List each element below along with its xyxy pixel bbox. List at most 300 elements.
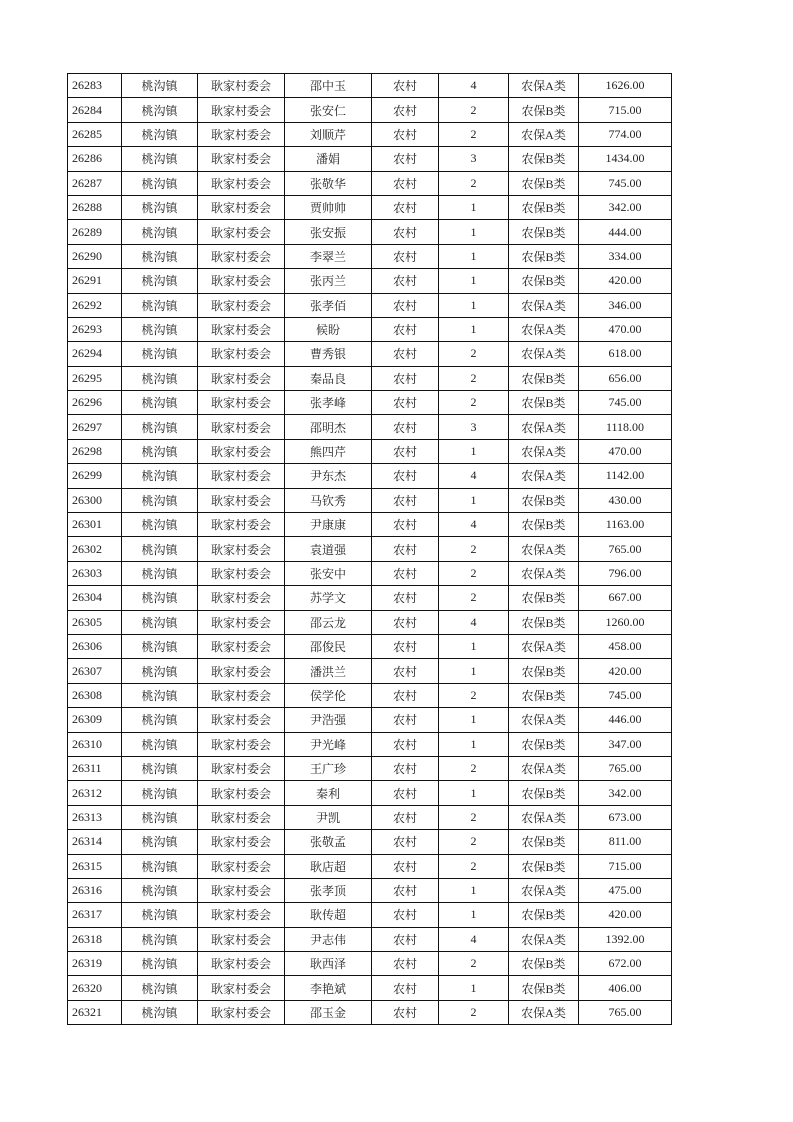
household-count-cell: 1 bbox=[439, 244, 509, 268]
record-id-cell: 26297 bbox=[68, 415, 122, 439]
table-row bbox=[68, 708, 672, 732]
table-row bbox=[68, 756, 672, 780]
table-row bbox=[68, 561, 672, 585]
person-name-cell: 秦利 bbox=[285, 781, 372, 805]
area-type-cell: 农村 bbox=[372, 391, 439, 415]
household-count-cell: 2 bbox=[439, 366, 509, 390]
record-id-cell: 26303 bbox=[68, 561, 122, 585]
area-type-cell: 农村 bbox=[372, 98, 439, 122]
household-count-cell: 2 bbox=[439, 342, 509, 366]
table-row bbox=[68, 781, 672, 805]
insurance-category-cell: 农保A类 bbox=[509, 756, 579, 780]
village-committee-cell: 耿家村委会 bbox=[198, 756, 285, 780]
record-id-cell: 26308 bbox=[68, 683, 122, 707]
area-type-cell: 农村 bbox=[372, 317, 439, 341]
area-type-cell: 农村 bbox=[372, 244, 439, 268]
area-type-cell: 农村 bbox=[372, 488, 439, 512]
table-body bbox=[68, 74, 672, 1025]
village-committee-cell: 耿家村委会 bbox=[198, 610, 285, 634]
record-id-cell: 26301 bbox=[68, 513, 122, 537]
person-name-cell: 尹浩强 bbox=[285, 708, 372, 732]
record-id-cell: 26300 bbox=[68, 488, 122, 512]
village-committee-cell: 耿家村委会 bbox=[198, 586, 285, 610]
amount-cell: 618.00 bbox=[579, 342, 672, 366]
village-committee-cell: 耿家村委会 bbox=[198, 122, 285, 146]
table-row bbox=[68, 74, 672, 98]
area-type-cell: 农村 bbox=[372, 269, 439, 293]
household-count-cell: 1 bbox=[439, 781, 509, 805]
village-committee-cell: 耿家村委会 bbox=[198, 805, 285, 829]
record-id-cell: 26319 bbox=[68, 952, 122, 976]
town-cell: 桃沟镇 bbox=[122, 659, 198, 683]
insurance-category-cell: 农保B类 bbox=[509, 513, 579, 537]
table-row bbox=[68, 513, 672, 537]
table-row bbox=[68, 488, 672, 512]
village-committee-cell: 耿家村委会 bbox=[198, 488, 285, 512]
person-name-cell: 王广珍 bbox=[285, 756, 372, 780]
area-type-cell: 农村 bbox=[372, 513, 439, 537]
town-cell: 桃沟镇 bbox=[122, 732, 198, 756]
record-id-cell: 26305 bbox=[68, 610, 122, 634]
table-row bbox=[68, 1000, 672, 1024]
insurance-category-cell: 农保A类 bbox=[509, 805, 579, 829]
record-id-cell: 26283 bbox=[68, 74, 122, 98]
person-name-cell: 耿西泽 bbox=[285, 952, 372, 976]
insurance-category-cell: 农保B类 bbox=[509, 391, 579, 415]
amount-cell: 1118.00 bbox=[579, 415, 672, 439]
person-name-cell: 刘顺芹 bbox=[285, 122, 372, 146]
area-type-cell: 农村 bbox=[372, 342, 439, 366]
amount-cell: 765.00 bbox=[579, 756, 672, 780]
town-cell: 桃沟镇 bbox=[122, 439, 198, 463]
household-count-cell: 2 bbox=[439, 391, 509, 415]
insurance-category-cell: 农保B类 bbox=[509, 171, 579, 195]
record-id-cell: 26314 bbox=[68, 830, 122, 854]
area-type-cell: 农村 bbox=[372, 756, 439, 780]
area-type-cell: 农村 bbox=[372, 634, 439, 658]
person-name-cell: 熊四芹 bbox=[285, 439, 372, 463]
village-committee-cell: 耿家村委会 bbox=[198, 74, 285, 98]
household-count-cell: 2 bbox=[439, 122, 509, 146]
insurance-category-cell: 农保A类 bbox=[509, 439, 579, 463]
person-name-cell: 耿传超 bbox=[285, 903, 372, 927]
village-committee-cell: 耿家村委会 bbox=[198, 342, 285, 366]
amount-cell: 446.00 bbox=[579, 708, 672, 732]
person-name-cell: 尹康康 bbox=[285, 513, 372, 537]
village-committee-cell: 耿家村委会 bbox=[198, 659, 285, 683]
area-type-cell: 农村 bbox=[372, 732, 439, 756]
table-row bbox=[68, 952, 672, 976]
record-id-cell: 26318 bbox=[68, 927, 122, 951]
person-name-cell: 李艳斌 bbox=[285, 976, 372, 1000]
village-committee-cell: 耿家村委会 bbox=[198, 195, 285, 219]
area-type-cell: 农村 bbox=[372, 293, 439, 317]
person-name-cell: 候盼 bbox=[285, 317, 372, 341]
town-cell: 桃沟镇 bbox=[122, 1000, 198, 1024]
town-cell: 桃沟镇 bbox=[122, 98, 198, 122]
town-cell: 桃沟镇 bbox=[122, 952, 198, 976]
insurance-category-cell: 农保B类 bbox=[509, 976, 579, 1000]
town-cell: 桃沟镇 bbox=[122, 830, 198, 854]
insurance-category-cell: 农保A类 bbox=[509, 342, 579, 366]
area-type-cell: 农村 bbox=[372, 439, 439, 463]
table-row bbox=[68, 634, 672, 658]
insurance-category-cell: 农保B类 bbox=[509, 244, 579, 268]
record-id-cell: 26290 bbox=[68, 244, 122, 268]
town-cell: 桃沟镇 bbox=[122, 342, 198, 366]
area-type-cell: 农村 bbox=[372, 586, 439, 610]
person-name-cell: 秦品良 bbox=[285, 366, 372, 390]
table-row bbox=[68, 244, 672, 268]
insurance-category-cell: 农保B类 bbox=[509, 147, 579, 171]
record-id-cell: 26315 bbox=[68, 854, 122, 878]
town-cell: 桃沟镇 bbox=[122, 488, 198, 512]
insurance-category-cell: 农保B类 bbox=[509, 366, 579, 390]
record-id-cell: 26286 bbox=[68, 147, 122, 171]
town-cell: 桃沟镇 bbox=[122, 756, 198, 780]
amount-cell: 420.00 bbox=[579, 659, 672, 683]
village-committee-cell: 耿家村委会 bbox=[198, 415, 285, 439]
amount-cell: 796.00 bbox=[579, 561, 672, 585]
town-cell: 桃沟镇 bbox=[122, 854, 198, 878]
insurance-category-cell: 农保B类 bbox=[509, 659, 579, 683]
insurance-category-cell: 农保A类 bbox=[509, 878, 579, 902]
table-row bbox=[68, 122, 672, 146]
record-id-cell: 26309 bbox=[68, 708, 122, 732]
table-row bbox=[68, 659, 672, 683]
record-id-cell: 26299 bbox=[68, 464, 122, 488]
insurance-category-cell: 农保B类 bbox=[509, 781, 579, 805]
area-type-cell: 农村 bbox=[372, 561, 439, 585]
village-committee-cell: 耿家村委会 bbox=[198, 903, 285, 927]
area-type-cell: 农村 bbox=[372, 708, 439, 732]
table-row bbox=[68, 366, 672, 390]
area-type-cell: 农村 bbox=[372, 122, 439, 146]
record-id-cell: 26296 bbox=[68, 391, 122, 415]
record-id-cell: 26304 bbox=[68, 586, 122, 610]
household-count-cell: 2 bbox=[439, 805, 509, 829]
town-cell: 桃沟镇 bbox=[122, 513, 198, 537]
amount-cell: 342.00 bbox=[579, 781, 672, 805]
area-type-cell: 农村 bbox=[372, 976, 439, 1000]
area-type-cell: 农村 bbox=[372, 147, 439, 171]
household-count-cell: 1 bbox=[439, 903, 509, 927]
insurance-category-cell: 农保B类 bbox=[509, 610, 579, 634]
record-id-cell: 26298 bbox=[68, 439, 122, 463]
village-committee-cell: 耿家村委会 bbox=[198, 317, 285, 341]
amount-cell: 765.00 bbox=[579, 1000, 672, 1024]
town-cell: 桃沟镇 bbox=[122, 171, 198, 195]
area-type-cell: 农村 bbox=[372, 854, 439, 878]
town-cell: 桃沟镇 bbox=[122, 708, 198, 732]
town-cell: 桃沟镇 bbox=[122, 147, 198, 171]
amount-cell: 470.00 bbox=[579, 317, 672, 341]
record-id-cell: 26294 bbox=[68, 342, 122, 366]
record-id-cell: 26313 bbox=[68, 805, 122, 829]
area-type-cell: 农村 bbox=[372, 781, 439, 805]
town-cell: 桃沟镇 bbox=[122, 610, 198, 634]
insurance-category-cell: 农保A类 bbox=[509, 1000, 579, 1024]
table-row bbox=[68, 976, 672, 1000]
record-id-cell: 26321 bbox=[68, 1000, 122, 1024]
insurance-category-cell: 农保A类 bbox=[509, 74, 579, 98]
person-name-cell: 张安仁 bbox=[285, 98, 372, 122]
record-id-cell: 26295 bbox=[68, 366, 122, 390]
town-cell: 桃沟镇 bbox=[122, 269, 198, 293]
amount-cell: 672.00 bbox=[579, 952, 672, 976]
household-count-cell: 1 bbox=[439, 293, 509, 317]
area-type-cell: 农村 bbox=[372, 537, 439, 561]
household-count-cell: 3 bbox=[439, 147, 509, 171]
amount-cell: 745.00 bbox=[579, 171, 672, 195]
amount-cell: 1142.00 bbox=[579, 464, 672, 488]
household-count-cell: 1 bbox=[439, 317, 509, 341]
town-cell: 桃沟镇 bbox=[122, 634, 198, 658]
area-type-cell: 农村 bbox=[372, 903, 439, 927]
area-type-cell: 农村 bbox=[372, 659, 439, 683]
person-name-cell: 尹志伟 bbox=[285, 927, 372, 951]
person-name-cell: 曹秀银 bbox=[285, 342, 372, 366]
table-row bbox=[68, 683, 672, 707]
town-cell: 桃沟镇 bbox=[122, 805, 198, 829]
person-name-cell: 马钦秀 bbox=[285, 488, 372, 512]
town-cell: 桃沟镇 bbox=[122, 976, 198, 1000]
amount-cell: 458.00 bbox=[579, 634, 672, 658]
household-count-cell: 4 bbox=[439, 927, 509, 951]
amount-cell: 420.00 bbox=[579, 903, 672, 927]
amount-cell: 656.00 bbox=[579, 366, 672, 390]
household-count-cell: 1 bbox=[439, 634, 509, 658]
area-type-cell: 农村 bbox=[372, 805, 439, 829]
table-row bbox=[68, 439, 672, 463]
household-count-cell: 2 bbox=[439, 756, 509, 780]
person-name-cell: 袁道强 bbox=[285, 537, 372, 561]
insurance-category-cell: 农保B类 bbox=[509, 683, 579, 707]
table-row bbox=[68, 195, 672, 219]
village-committee-cell: 耿家村委会 bbox=[198, 147, 285, 171]
town-cell: 桃沟镇 bbox=[122, 317, 198, 341]
table-row bbox=[68, 220, 672, 244]
household-count-cell: 4 bbox=[439, 464, 509, 488]
person-name-cell: 张安振 bbox=[285, 220, 372, 244]
amount-cell: 673.00 bbox=[579, 805, 672, 829]
amount-cell: 745.00 bbox=[579, 391, 672, 415]
household-count-cell: 1 bbox=[439, 439, 509, 463]
person-name-cell: 张安中 bbox=[285, 561, 372, 585]
household-count-cell: 1 bbox=[439, 195, 509, 219]
town-cell: 桃沟镇 bbox=[122, 366, 198, 390]
person-name-cell: 张孝顶 bbox=[285, 878, 372, 902]
person-name-cell: 张孝佰 bbox=[285, 293, 372, 317]
village-committee-cell: 耿家村委会 bbox=[198, 1000, 285, 1024]
record-id-cell: 26285 bbox=[68, 122, 122, 146]
insurance-category-cell: 农保B类 bbox=[509, 830, 579, 854]
person-name-cell: 邵明杰 bbox=[285, 415, 372, 439]
amount-cell: 715.00 bbox=[579, 854, 672, 878]
household-count-cell: 2 bbox=[439, 537, 509, 561]
area-type-cell: 农村 bbox=[372, 74, 439, 98]
record-id-cell: 26291 bbox=[68, 269, 122, 293]
amount-cell: 346.00 bbox=[579, 293, 672, 317]
insurance-category-cell: 农保A类 bbox=[509, 122, 579, 146]
amount-cell: 715.00 bbox=[579, 98, 672, 122]
amount-cell: 667.00 bbox=[579, 586, 672, 610]
village-committee-cell: 耿家村委会 bbox=[198, 683, 285, 707]
village-committee-cell: 耿家村委会 bbox=[198, 171, 285, 195]
insurance-category-cell: 农保B类 bbox=[509, 488, 579, 512]
table-row bbox=[68, 610, 672, 634]
table-row bbox=[68, 317, 672, 341]
household-count-cell: 2 bbox=[439, 98, 509, 122]
amount-cell: 406.00 bbox=[579, 976, 672, 1000]
household-count-cell: 4 bbox=[439, 610, 509, 634]
record-id-cell: 26310 bbox=[68, 732, 122, 756]
town-cell: 桃沟镇 bbox=[122, 537, 198, 561]
village-committee-cell: 耿家村委会 bbox=[198, 464, 285, 488]
household-count-cell: 2 bbox=[439, 561, 509, 585]
person-name-cell: 尹东杰 bbox=[285, 464, 372, 488]
person-name-cell: 邵玉金 bbox=[285, 1000, 372, 1024]
village-committee-cell: 耿家村委会 bbox=[198, 513, 285, 537]
area-type-cell: 农村 bbox=[372, 195, 439, 219]
household-count-cell: 1 bbox=[439, 732, 509, 756]
village-committee-cell: 耿家村委会 bbox=[198, 98, 285, 122]
town-cell: 桃沟镇 bbox=[122, 878, 198, 902]
village-committee-cell: 耿家村委会 bbox=[198, 854, 285, 878]
insurance-category-cell: 农保A类 bbox=[509, 464, 579, 488]
household-count-cell: 2 bbox=[439, 171, 509, 195]
village-committee-cell: 耿家村委会 bbox=[198, 220, 285, 244]
amount-cell: 1260.00 bbox=[579, 610, 672, 634]
amount-cell: 347.00 bbox=[579, 732, 672, 756]
record-id-cell: 26302 bbox=[68, 537, 122, 561]
person-name-cell: 耿店超 bbox=[285, 854, 372, 878]
person-name-cell: 张孝峰 bbox=[285, 391, 372, 415]
table-row bbox=[68, 269, 672, 293]
insurance-category-cell: 农保B类 bbox=[509, 854, 579, 878]
table-row bbox=[68, 464, 672, 488]
town-cell: 桃沟镇 bbox=[122, 74, 198, 98]
area-type-cell: 农村 bbox=[372, 683, 439, 707]
insurance-category-cell: 农保B类 bbox=[509, 952, 579, 976]
village-committee-cell: 耿家村委会 bbox=[198, 976, 285, 1000]
village-committee-cell: 耿家村委会 bbox=[198, 391, 285, 415]
record-id-cell: 26284 bbox=[68, 98, 122, 122]
record-id-cell: 26317 bbox=[68, 903, 122, 927]
amount-cell: 1626.00 bbox=[579, 74, 672, 98]
village-committee-cell: 耿家村委会 bbox=[198, 878, 285, 902]
record-id-cell: 26307 bbox=[68, 659, 122, 683]
village-committee-cell: 耿家村委会 bbox=[198, 708, 285, 732]
town-cell: 桃沟镇 bbox=[122, 781, 198, 805]
household-count-cell: 1 bbox=[439, 878, 509, 902]
table-row bbox=[68, 342, 672, 366]
village-committee-cell: 耿家村委会 bbox=[198, 366, 285, 390]
person-name-cell: 尹光峰 bbox=[285, 732, 372, 756]
household-count-cell: 4 bbox=[439, 74, 509, 98]
insurance-category-cell: 农保A类 bbox=[509, 927, 579, 951]
person-name-cell: 李翠兰 bbox=[285, 244, 372, 268]
record-id-cell: 26288 bbox=[68, 195, 122, 219]
table-row bbox=[68, 391, 672, 415]
household-count-cell: 1 bbox=[439, 488, 509, 512]
town-cell: 桃沟镇 bbox=[122, 927, 198, 951]
area-type-cell: 农村 bbox=[372, 220, 439, 244]
household-count-cell: 3 bbox=[439, 415, 509, 439]
record-id-cell: 26293 bbox=[68, 317, 122, 341]
area-type-cell: 农村 bbox=[372, 464, 439, 488]
insurance-category-cell: 农保B类 bbox=[509, 586, 579, 610]
table-row bbox=[68, 830, 672, 854]
person-name-cell: 苏学文 bbox=[285, 586, 372, 610]
amount-cell: 745.00 bbox=[579, 683, 672, 707]
insurance-category-cell: 农保A类 bbox=[509, 293, 579, 317]
household-count-cell: 2 bbox=[439, 952, 509, 976]
household-count-cell: 4 bbox=[439, 513, 509, 537]
amount-cell: 475.00 bbox=[579, 878, 672, 902]
person-name-cell: 潘娟 bbox=[285, 147, 372, 171]
insurance-category-cell: 农保B类 bbox=[509, 98, 579, 122]
area-type-cell: 农村 bbox=[372, 878, 439, 902]
town-cell: 桃沟镇 bbox=[122, 391, 198, 415]
town-cell: 桃沟镇 bbox=[122, 903, 198, 927]
area-type-cell: 农村 bbox=[372, 610, 439, 634]
record-id-cell: 26311 bbox=[68, 756, 122, 780]
insurance-category-cell: 农保A类 bbox=[509, 537, 579, 561]
insurance-category-cell: 农保A类 bbox=[509, 561, 579, 585]
insurance-category-cell: 农保A类 bbox=[509, 708, 579, 732]
amount-cell: 1163.00 bbox=[579, 513, 672, 537]
insurance-category-cell: 农保B类 bbox=[509, 220, 579, 244]
insurance-category-cell: 农保A类 bbox=[509, 317, 579, 341]
town-cell: 桃沟镇 bbox=[122, 561, 198, 585]
insurance-category-cell: 农保B类 bbox=[509, 903, 579, 927]
table-row bbox=[68, 854, 672, 878]
town-cell: 桃沟镇 bbox=[122, 683, 198, 707]
household-count-cell: 1 bbox=[439, 269, 509, 293]
area-type-cell: 农村 bbox=[372, 927, 439, 951]
record-id-cell: 26306 bbox=[68, 634, 122, 658]
household-count-cell: 2 bbox=[439, 854, 509, 878]
town-cell: 桃沟镇 bbox=[122, 586, 198, 610]
table-row bbox=[68, 805, 672, 829]
area-type-cell: 农村 bbox=[372, 366, 439, 390]
record-id-cell: 26316 bbox=[68, 878, 122, 902]
record-id-cell: 26289 bbox=[68, 220, 122, 244]
town-cell: 桃沟镇 bbox=[122, 244, 198, 268]
table-row bbox=[68, 903, 672, 927]
amount-cell: 774.00 bbox=[579, 122, 672, 146]
village-committee-cell: 耿家村委会 bbox=[198, 781, 285, 805]
record-id-cell: 26320 bbox=[68, 976, 122, 1000]
insurance-category-cell: 农保A类 bbox=[509, 415, 579, 439]
area-type-cell: 农村 bbox=[372, 171, 439, 195]
household-count-cell: 1 bbox=[439, 976, 509, 1000]
village-committee-cell: 耿家村委会 bbox=[198, 561, 285, 585]
person-name-cell: 邵云龙 bbox=[285, 610, 372, 634]
person-name-cell: 邵中玉 bbox=[285, 74, 372, 98]
amount-cell: 1434.00 bbox=[579, 147, 672, 171]
village-committee-cell: 耿家村委会 bbox=[198, 927, 285, 951]
person-name-cell: 潘洪兰 bbox=[285, 659, 372, 683]
village-committee-cell: 耿家村委会 bbox=[198, 634, 285, 658]
amount-cell: 430.00 bbox=[579, 488, 672, 512]
area-type-cell: 农村 bbox=[372, 415, 439, 439]
village-committee-cell: 耿家村委会 bbox=[198, 244, 285, 268]
amount-cell: 420.00 bbox=[579, 269, 672, 293]
amount-cell: 1392.00 bbox=[579, 927, 672, 951]
table-row bbox=[68, 927, 672, 951]
